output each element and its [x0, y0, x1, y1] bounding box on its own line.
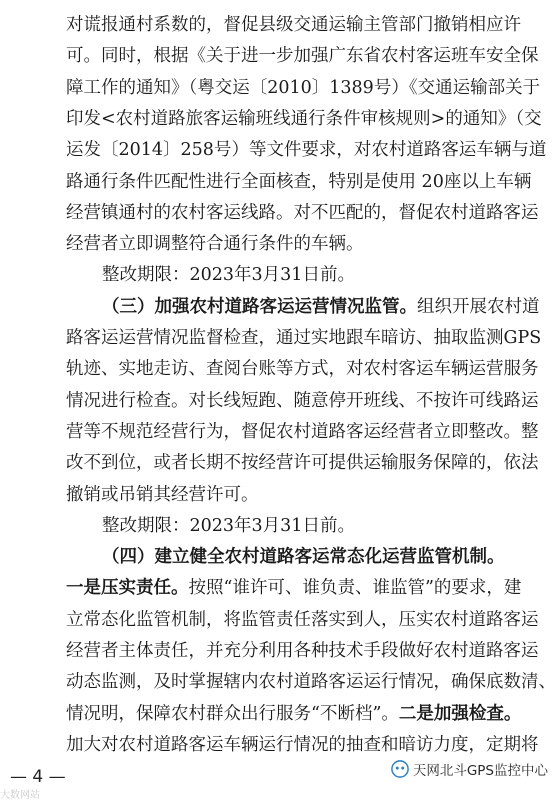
- text-line: [66, 702, 522, 726]
- watermark-right: [391, 759, 548, 779]
- text-line: 动态监测，及时掌握辖内农村道路客运运行情况，确保底数清、: [66, 672, 556, 693]
- bold-trail: 二是加强检查。: [398, 703, 522, 724]
- text-line: 撤销或吊销其经营许可。: [66, 484, 259, 505]
- line-rest: 按照“谁许可、谁负责、谁监管”的要求，建: [188, 578, 522, 599]
- text-line: 立常态化监管机制，将监管责任落实到人，压实农村道路客运: [66, 609, 539, 630]
- line-lead: 情况明，保障农村群众出行服务“不断档”。: [66, 703, 399, 724]
- text-line: 对谎报通村系数的，督促县级交通运输主管部门撤销相应许: [66, 15, 521, 35]
- text-line: 整改期限：2023年3月31日前。: [102, 265, 355, 286]
- text-line: 情况进行检查。对长线短跑、随意停开班线、不按许可线路运: [66, 390, 539, 411]
- bold-lead: （三）加强农村道路客运运营情况监管。: [102, 296, 417, 317]
- line-rest: 组织开展农村道: [417, 296, 540, 317]
- text-line: [66, 576, 522, 600]
- text-line: （四）建立健全农村道路客运常态化运营监管机制。: [102, 547, 505, 568]
- bold-lead: 一是压实责任。: [66, 578, 189, 599]
- text-line: 运发〔2014〕258号）等文件要求，对农村道路客运车辆与道: [66, 140, 547, 161]
- text-line: 经营者主体责任，并充分利用各种技术手段做好农村道路客运: [66, 641, 539, 661]
- text-line: 经营者立即调整符合通行条件的车辆。: [66, 234, 364, 255]
- watermark-right-text: 天网北斗GPS监控中心: [412, 763, 548, 779]
- text-line: 整改期限：2023年3月31日前。: [102, 515, 355, 536]
- text-line: 路客运运营情况监督检查，通过实地跟车暗访、抽取监测GPS: [66, 328, 542, 348]
- text-line: 营等不规范经营行为，督促农村道路客运经营者立即整改。整: [66, 421, 539, 442]
- wechat-logo-icon: [391, 760, 409, 778]
- watermark-left-text: 大数网站: [0, 790, 40, 801]
- text-line: 可。同时，根据《关于进一步加强广东省农村客运班车安全保: [66, 46, 539, 67]
- text-line: 加大对农村道路客运车辆运行情况的抽查和暗访力度，定期将: [66, 734, 539, 755]
- text-line: 障工作的通知》（粤交运〔2010〕1389号）《交通运输部关于: [66, 77, 541, 98]
- text-line: 轨迹、实地走访、查阅台账等方式，对农村客运车辆运营服务: [66, 359, 539, 380]
- text-line: [102, 295, 540, 319]
- text-line: 经营镇通村的农村客运线路。对不匹配的，督促农村道路客运: [66, 202, 539, 223]
- text-line: 路通行条件匹配性进行全面核查，特别是使用 20座以上车辆: [66, 171, 532, 192]
- text-line: 印发<农村道路旅客运输班线通行条件审核规则>的通知》（交: [66, 108, 542, 129]
- text-line: 改不到位，或者长期不按经营许可提供运输服务保障的，依法: [66, 453, 539, 474]
- page-number: — 4 —: [10, 767, 66, 787]
